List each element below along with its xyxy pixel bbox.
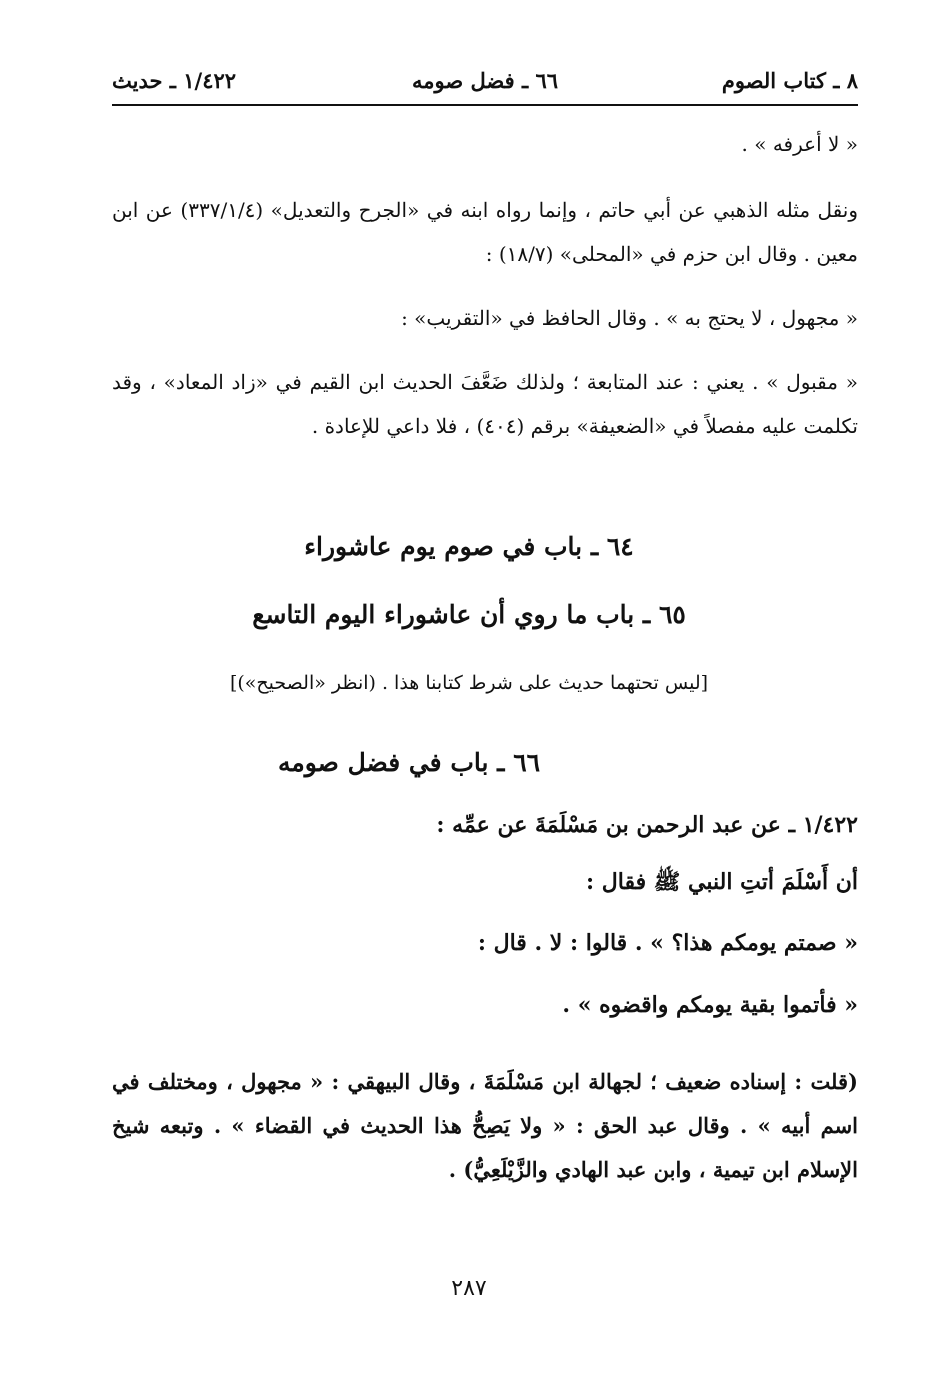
- paragraph-maqbul: « مقبول » . يعني : عند المتابعة ؛ ولذلك ضَعَّفَ الحديث ابن القيم في «زاد المعاد» ، وقد تكلمت عليه مفصلاً في «الضعيفة» برقم (٤٠٤) ، فلا داعي للإعادة .: [112, 370, 858, 438]
- hadith-text-line-3: « فأتموا بقية يومكم واقضوه » .: [562, 992, 858, 1018]
- hadith-text-line-1: أن أَسْلَمَ أتتِ النبي ﷺ فقال :: [586, 869, 858, 895]
- hadith-matn-line-2: [138, 930, 858, 956]
- chapter-heading-64: ٦٤ ـ باب في صوم يوم عاشوراء: [304, 532, 634, 561]
- header-chapter: ٨ ـ كتاب الصوم: [721, 68, 858, 93]
- paragraph-quote-la-arifuhu: « لا أعرفه » .: [741, 132, 858, 156]
- hadith-isnad: [138, 812, 858, 838]
- paragraph-dhahabi-transmission: ونقل مثله الذهبي عن أبي حاتم ، وإنما رواه ابنه في «الجرح والتعديل» (٣٣٧/١/٤) عن ابن معين . وقال ابن حزم في «المحلى» (١٨/٧) :: [112, 198, 858, 266]
- header-hadith-ref: ١/٤٢٢ ـ حديث: [112, 68, 237, 93]
- editor-note-no-hadith: [ليس تحتهما حديث على شرط كتابنا هذا . (انظر «الصحيح»)]: [229, 672, 709, 694]
- hadith-text-line-2: « صمتم يومكم هذا؟ » . قالوا : لا . قال :: [477, 930, 858, 956]
- paragraph-1-block: [112, 122, 858, 166]
- author-commentary: (قلت : إسناده ضعيف ؛ لجهالة ابن مَسْلَمَةَ ، وقال البيهقي : « مجهول ، ومختلف في اسم أبيه » . وقال عبد الحق : « ولا يَصِحُّ هذا الحديث في القضاء » . وتبعه شيخ الإسلام ابن تيمية ، وابن عبد الهادي والزَّيْلَعِيُّ) .: [112, 1069, 858, 1182]
- chapter-heading-65: ٦٥ ـ باب ما روي أن عاشوراء اليوم التاسع: [252, 600, 686, 629]
- header-divider: [112, 104, 858, 106]
- header-section: ٦٦ ـ فضل صومه: [412, 68, 558, 93]
- paragraph-3-block: [112, 296, 858, 340]
- hadith-matn-line-1: [138, 868, 858, 900]
- hadith-chain-text: ١/٤٢٢ ـ عن عبد الرحمن بن مَسْلَمَةَ عن عمِّه :: [436, 812, 858, 838]
- page-number: ٢٨٧: [451, 1276, 487, 1301]
- paragraph-majhul: « مجهول ، لا يحتج به » . وقال الحافظ في «التقريب» :: [401, 306, 858, 330]
- chapter-heading-66: ٦٦ ـ باب في فضل صومه: [277, 748, 541, 777]
- paragraph-2-block: [112, 188, 858, 276]
- paragraph-4-block: [112, 360, 858, 448]
- hadith-matn-line-3: [138, 992, 858, 1018]
- running-header: [112, 62, 858, 102]
